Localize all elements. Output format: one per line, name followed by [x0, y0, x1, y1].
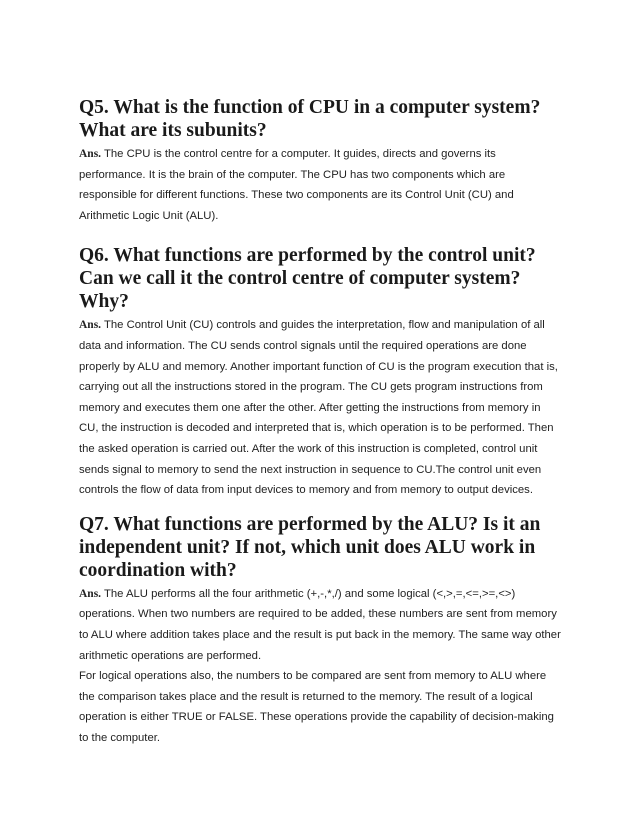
question-heading-q5: Q5. What is the function of CPU in a computer system? What are its subunits? [79, 97, 541, 141]
answer-label-q5: Ans. [79, 148, 102, 160]
answer-paragraph-q6 [79, 315, 561, 500]
answer-text-q6: The Control Unit (CU) controls and guides the interpretation, flow and manipulation of all data and information. The CU sends control signals until the required operations are done properly by ALU and memory. Another important function of CU is the program execution that is, carrying out all the instructions stored in the program. The CU gets program instructions from memory and executes them one after the other. After getting the instructions from memory in CU, the instruction is decoded and interpreted that is, which operation is to be performed. Then the asked operation is carried out. After the work of this instruction is completed, control unit sends signal to memory to send the next instruction in sequence to CU.The control unit even controls the flow of data from input devices to memory and from memory to output devices. [79, 319, 558, 497]
question-block-q7 [79, 513, 561, 749]
question-heading-q7: Q7. What functions are performed by the ALU? Is it an independent unit? If not, which unit does ALU work in coordination with? [79, 513, 541, 581]
answer-paragraph-q7-part2: For logical operations also, the numbers to be compared are sent from memory to ALU where the comparison takes place and the result is returned to the memory. The result of a logical operation is either TRUE or FALSE. These operations provide the capability of decision-making to the computer. [79, 670, 554, 744]
answer-paragraph-q5 [79, 144, 561, 226]
answer-label-q7: Ans. [79, 587, 102, 600]
question-block-q5 [79, 96, 561, 226]
question-block-q6 [79, 244, 561, 500]
answer-paragraph-q7 [79, 584, 561, 666]
answer-label-q6: Ans. [79, 319, 102, 332]
document-page [79, 96, 561, 748]
answer-text-q5: The CPU is the control centre for a computer. It guides, directs and governs its performance. It is the brain of the computer. The CPU has two components which are responsible for different functions. These two components are its Control Unit (CU) and Arithmetic Logic Unit (ALU). [79, 148, 514, 222]
answer-text-q7-part1: The ALU performs all the four arithmetic (+,-,*,/) and some logical (<,>,=,<=,>=,<>) operations. When two numbers are required to be added, these numbers are sent from memory to ALU where addition takes place and the result is put back in the memory. The same way other arithmetic operations are performed. [79, 587, 561, 662]
question-heading-q6: Q6. What functions are performed by the control unit? Can we call it the control centre of computer system? Why? [79, 245, 536, 313]
